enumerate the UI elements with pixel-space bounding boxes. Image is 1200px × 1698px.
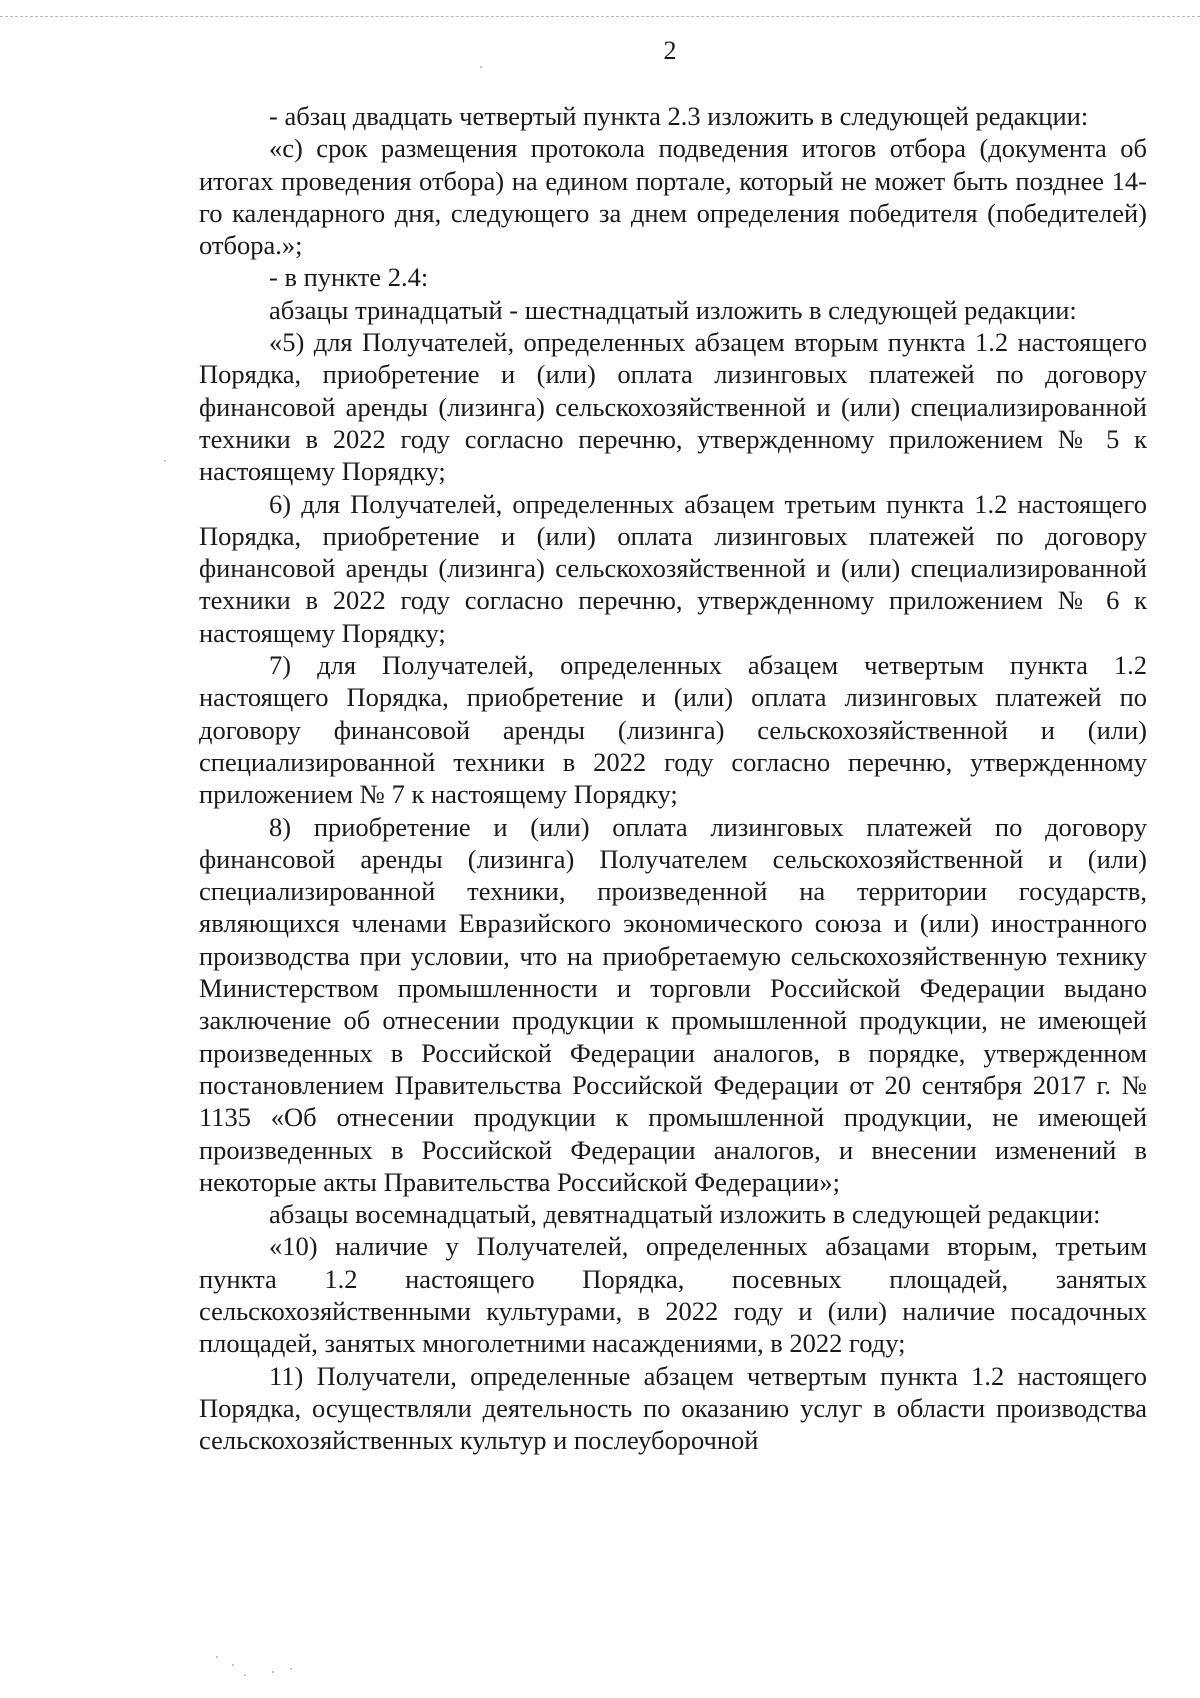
paragraph-item-6: 6) для Получателей, определенных абзацем третьим пункта 1.2 настоящего Порядка, приобретение и (или) оплата лизинговых платежей по договору финансовой аренды (лизинга) сельскохозяйственной и (или) специализированной техники в 2022 году согласно перечню, утвержденному приложением № 6 к настоящему Порядку; [199,488,1147,648]
paragraph-item-7: 7) для Получателей, определенных абзацем четвертым пункта 1.2 настоящего Порядка, приобретение и (или) оплата лизинговых платежей по договору финансовой аренды (лизинга) сельскохозяйственной и (или) специализированной техники в 2022 году согласно перечню, утвержденному приложением № 7 к настоящему Порядку; [199,650,1147,810]
scan-speck [216,1656,218,1658]
scan-speck [480,66,482,68]
page-number: 2 [663,36,677,65]
paragraph-abzacy-18-19: абзацы восемнадцатый, девятнадцатый изложить в следующей редакции: [269,1199,1101,1230]
paragraph-item-c: «с) срок размещения протокола подведения итогов отбора (документа об итогах проведения отбора) на едином портале, который не может быть позднее 14-го календарного дня, следующего за днем определения победителя (победителей) отбора.»; [199,133,1147,261]
scan-top-edge-line [0,16,1200,17]
paragraph-item-8: 8) приобретение и (или) оплата лизинговых платежей по договору финансовой аренды (лизинга) Получателем сельскохозяйственной и (или) специализированной техники, произведенной на территории государств, являющихся членами Евразийского экономического союза и (или) иностранного производства при условии, что на приобретаемую сельскохозяйственную технику Министерством промышленности и торговли Российской Федерации выдано заключение об отнесении продукции к промышленной продукции, не имеющей произведенных в Российской Федерации аналогов, в порядке, утвержденном постановлением Правительства Российской Федерации от 20 сентября 2017 г. № 1135 «Об отнесении продукции к промышленной продукции, не имеющей произведенных в Российской Федерации аналогов, и внесении изменений в некоторые акты Правительства Российской Федерации»; [199,811,1147,1197]
scan-speck [232,1664,234,1666]
paragraph-amendment-2-4: - в пункте 2.4: [269,262,429,293]
paragraph-amendment-2-3: - абзац двадцать четвертый пункта 2.3 изложить в следующей редакции: [269,101,1089,131]
scan-speck [164,460,166,462]
scan-speck [272,1671,274,1673]
scan-speck [244,1674,246,1676]
paragraph-item-11: 11) Получатели, определенные абзацем четвертым пункта 1.2 настоящего Порядка, осуществляли деятельность по оказанию услуг в области производства сельскохозяйственных культур и послеуборочной [199,1360,1147,1456]
scan-speck [290,1668,292,1670]
document-body [199,100,1147,1456]
paragraph-abzacy-13-16: абзацы тринадцатый - шестнадцатый изложить в следующей редакции: [269,294,1077,325]
paragraph-item-5: «5) для Получателей, определенных абзацем вторым пункта 1.2 настоящего Порядка, приобретение и (или) оплата лизинговых платежей по договору финансовой аренды (лизинга) сельскохозяйственной и (или) специализированной техники в 2022 году согласно перечню, утвержденному приложением № 5 к настоящему Порядку; [199,327,1147,487]
paragraph-item-10: «10) наличие у Получателей, определенных абзацами вторым, третьим пункта 1.2 настоящего Порядка, посевных площадей, занятых сельскохозяйственными культурами, в 2022 году и (или) наличие посадочных площадей, занятых многолетними насаждениями, в 2022 году; [199,1231,1147,1359]
